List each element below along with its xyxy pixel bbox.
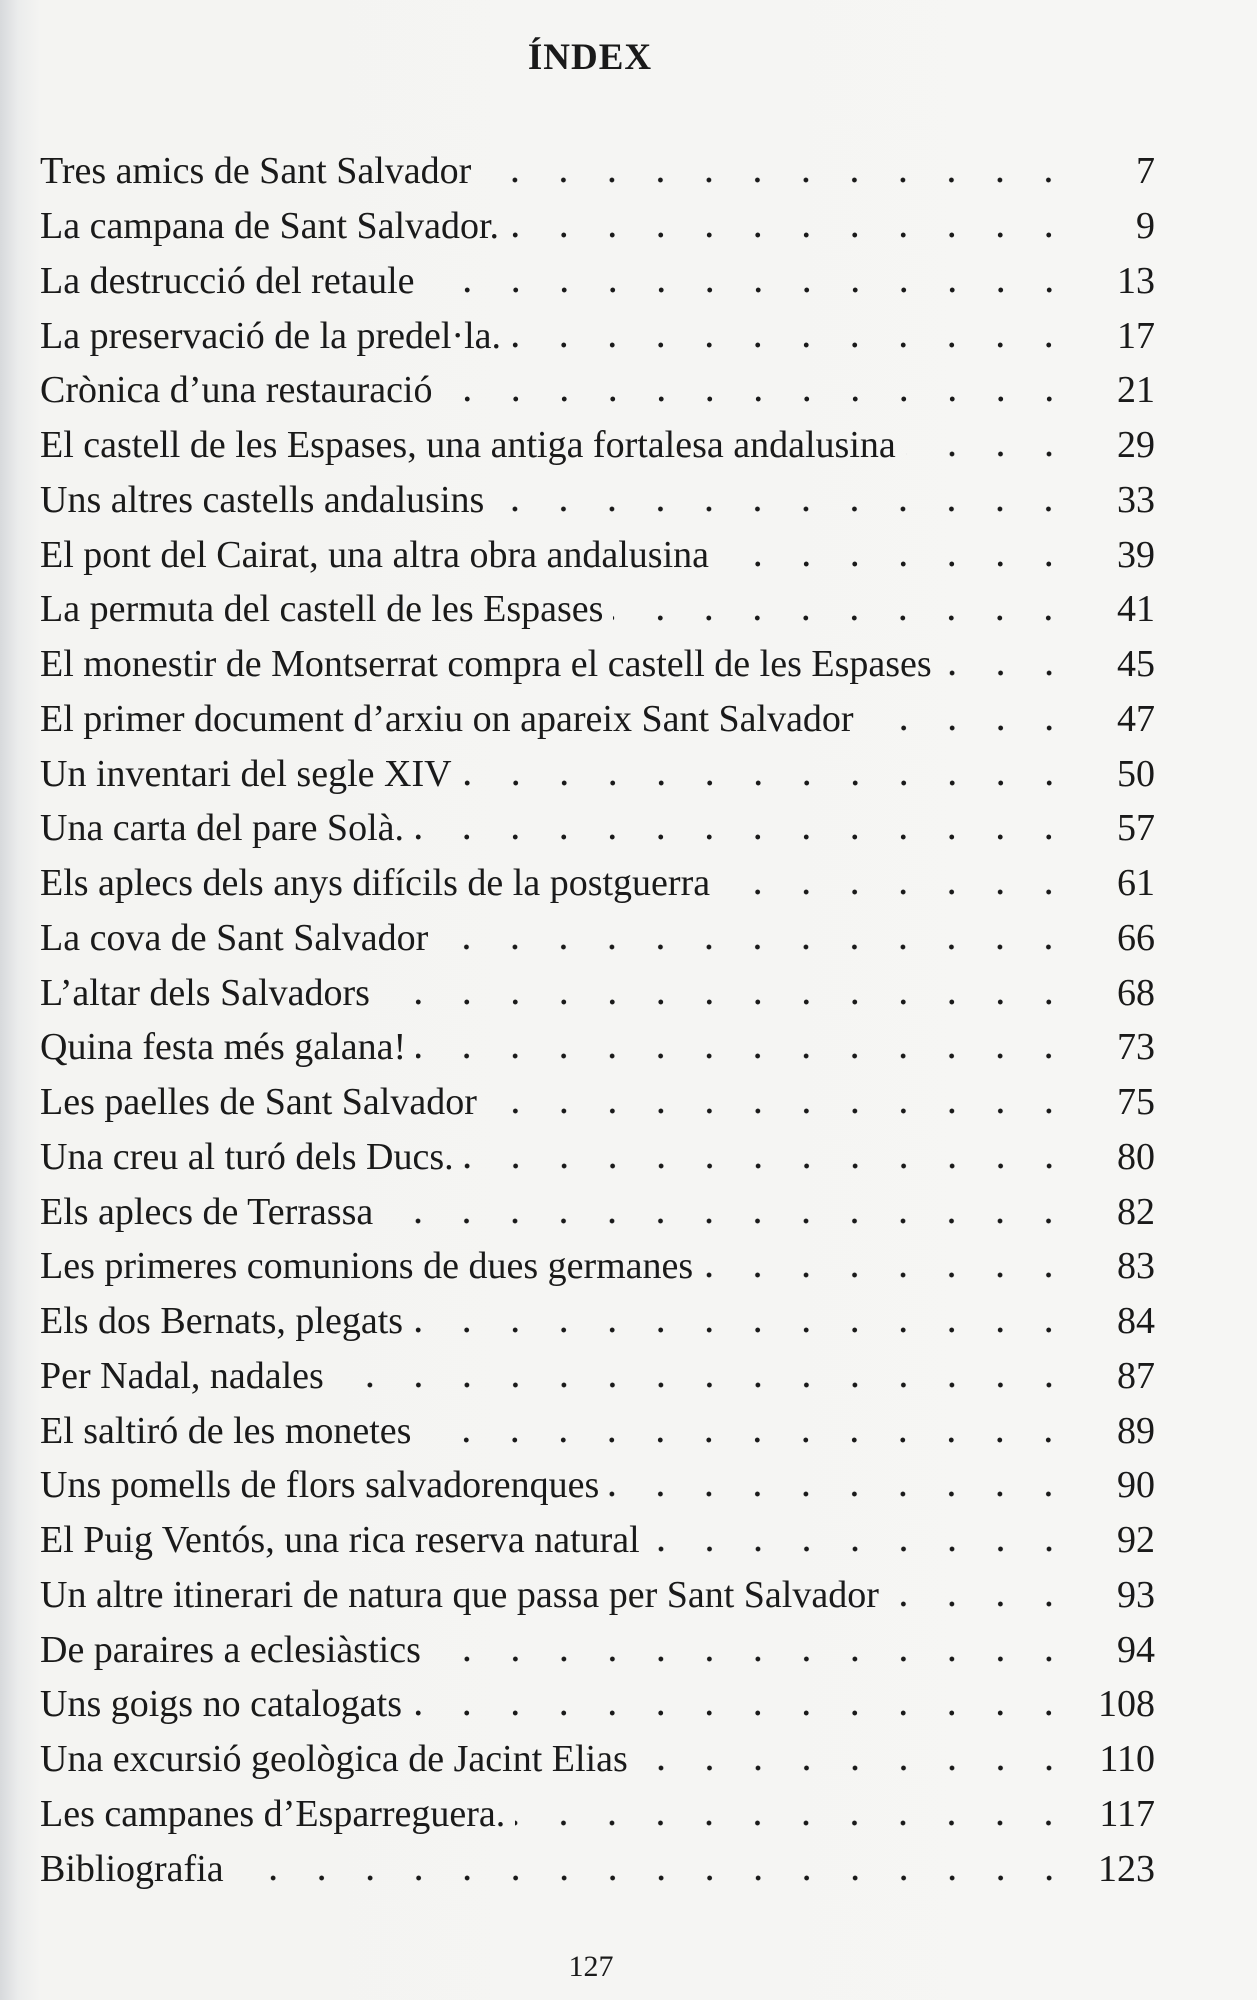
dot-leader xyxy=(464,1163,1073,1169)
toc-entry xyxy=(40,473,1155,528)
toc-entry xyxy=(40,1184,1155,1239)
dot-leader xyxy=(421,1437,1073,1443)
dot-leader xyxy=(431,1656,1073,1662)
toc-entry xyxy=(40,1841,1155,1896)
dot-leader xyxy=(703,1272,1073,1278)
toc-entry-title: La campana de Sant Salvador. xyxy=(40,205,500,248)
toc-entry-title: El Puig Ventós, una rica reserva natural xyxy=(40,1519,640,1562)
toc-entry-title: Les campanes d’Esparreguera. xyxy=(40,1792,506,1835)
toc-entry xyxy=(40,363,1155,418)
dot-leader xyxy=(414,834,1073,840)
toc-entry-page: 41 xyxy=(1117,588,1155,631)
table-of-contents xyxy=(40,144,1155,1896)
toc-entry xyxy=(40,199,1155,254)
toc-entry xyxy=(40,1458,1155,1513)
toc-entry-page: 87 xyxy=(1117,1354,1155,1397)
dot-leader xyxy=(481,177,1073,183)
toc-entry-page: 61 xyxy=(1117,862,1155,905)
dot-leader xyxy=(942,670,1073,676)
toc-entry xyxy=(40,254,1155,309)
toc-entry xyxy=(40,1075,1155,1130)
toc-entry-title: La destrucció del retaule xyxy=(40,259,415,302)
toc-entry xyxy=(40,911,1155,966)
toc-entry-title: Un altre itinerari de natura que passa per Sant Salvador xyxy=(40,1573,879,1616)
toc-entry-title: El castell de les Espases, una antiga fortalesa andalusina xyxy=(40,424,896,467)
toc-entry xyxy=(40,1239,1155,1294)
toc-entry xyxy=(40,582,1155,637)
toc-entry-title: Tres amics de Sant Salvador xyxy=(40,150,472,193)
dot-leader xyxy=(509,232,1073,238)
dot-leader xyxy=(412,1710,1073,1716)
toc-entry-page: 29 xyxy=(1117,424,1155,467)
toc-entry-title: El primer document d’arxiu on apareix Sant Salvador xyxy=(40,697,854,740)
toc-entry-page: 80 xyxy=(1117,1135,1155,1178)
toc-entry xyxy=(40,1513,1155,1568)
toc-entry-page: 13 xyxy=(1117,259,1155,302)
index-title: ÍNDEX xyxy=(527,37,653,78)
toc-entry xyxy=(40,746,1155,801)
toc-entry-page: 82 xyxy=(1117,1190,1155,1233)
dot-leader xyxy=(638,1765,1073,1771)
toc-entry-page: 110 xyxy=(1099,1738,1155,1781)
toc-entry-page: 39 xyxy=(1117,533,1155,576)
dot-leader xyxy=(864,725,1073,731)
toc-entry-title: Uns altres castells andalusins xyxy=(40,478,485,521)
toc-entry xyxy=(40,1020,1155,1075)
toc-entry-page: 73 xyxy=(1117,1026,1155,1069)
toc-entry-page: 92 xyxy=(1117,1519,1155,1562)
toc-entry-title: Crònica d’una restauració xyxy=(40,369,433,412)
toc-entry-title: La preservació de la predel·la. xyxy=(40,314,502,357)
dot-leader xyxy=(889,1601,1073,1607)
dot-leader xyxy=(906,451,1073,457)
toc-entry xyxy=(40,801,1155,856)
dot-leader xyxy=(487,1108,1073,1114)
dot-leader xyxy=(719,561,1073,567)
toc-entry-page: 108 xyxy=(1098,1683,1155,1726)
toc-entry-page: 9 xyxy=(1136,205,1155,248)
toc-entry-title: De paraires a eclesiàstics xyxy=(40,1628,421,1671)
toc-entry xyxy=(40,1787,1155,1842)
toc-entry-title: Per Nadal, nadales xyxy=(40,1354,324,1397)
toc-entry xyxy=(40,692,1155,747)
dot-leader xyxy=(234,1875,1073,1881)
toc-entry-title: Les paelles de Sant Salvador xyxy=(40,1081,477,1124)
toc-entry xyxy=(40,1622,1155,1677)
toc-entry-title: Uns pomells de flors salvadorenques xyxy=(40,1464,600,1507)
dot-leader xyxy=(443,396,1074,402)
toc-entry xyxy=(40,527,1155,582)
toc-entry-page: 7 xyxy=(1136,150,1155,193)
page-number: 127 xyxy=(568,1950,614,1983)
toc-entry-title: Quina festa més galana! xyxy=(40,1026,407,1069)
dot-leader xyxy=(609,1491,1073,1497)
toc-entry-page: 21 xyxy=(1117,369,1155,412)
toc-entry-page: 117 xyxy=(1099,1792,1155,1835)
toc-entry-page: 89 xyxy=(1117,1409,1155,1452)
toc-entry-page: 66 xyxy=(1117,916,1155,959)
toc-entry-title: Una excursió geològica de Jacint Elias xyxy=(40,1738,628,1781)
toc-entry xyxy=(40,1403,1155,1458)
dot-leader xyxy=(515,1820,1073,1826)
dot-leader xyxy=(462,780,1073,786)
toc-entry-title: Una carta del pare Solà. xyxy=(40,807,404,850)
toc-entry-title: Bibliografia xyxy=(40,1847,224,1890)
toc-entry-page: 33 xyxy=(1117,478,1155,521)
toc-entry-title: Els dos Bernats, plegats xyxy=(40,1300,404,1343)
toc-entry-page: 94 xyxy=(1117,1628,1155,1671)
toc-entry-title: Els aplecs de Terrassa xyxy=(40,1190,374,1233)
toc-entry-title: Les primeres comunions de dues germanes xyxy=(40,1245,694,1288)
dot-leader xyxy=(650,1546,1073,1552)
dot-leader xyxy=(511,342,1073,348)
toc-entry xyxy=(40,308,1155,363)
toc-entry xyxy=(40,418,1155,473)
toc-entry xyxy=(40,1677,1155,1732)
toc-entry-page: 90 xyxy=(1117,1464,1155,1507)
toc-entry-page: 57 xyxy=(1117,807,1155,850)
dot-leader xyxy=(425,287,1073,293)
toc-entry xyxy=(40,1568,1155,1623)
dot-leader xyxy=(494,506,1073,512)
toc-entry xyxy=(40,965,1155,1020)
toc-entry xyxy=(40,1349,1155,1404)
toc-entry xyxy=(40,1130,1155,1185)
dot-leader xyxy=(380,999,1073,1005)
dot-leader xyxy=(334,1382,1073,1388)
dot-leader xyxy=(383,1218,1073,1224)
toc-entry-page: 75 xyxy=(1117,1081,1155,1124)
toc-entry-title: Els aplecs dels anys difícils de la postguerra xyxy=(40,862,711,905)
toc-entry-page: 83 xyxy=(1117,1245,1155,1288)
toc-entry-page: 50 xyxy=(1117,752,1155,795)
toc-entry xyxy=(40,1732,1155,1787)
toc-entry-title: La cova de Sant Salvador xyxy=(40,916,429,959)
toc-entry-title: La permuta del castell de les Espases xyxy=(40,588,604,631)
toc-entry-title: Un inventari del segle XIV xyxy=(40,752,452,795)
toc-entry-title: El monestir de Montserrat compra el castell de les Espases xyxy=(40,643,932,686)
toc-entry-title: El saltiró de les monetes xyxy=(40,1409,412,1452)
toc-entry-page: 84 xyxy=(1117,1300,1155,1343)
toc-entry xyxy=(40,1294,1155,1349)
toc-entry-page: 123 xyxy=(1098,1847,1155,1890)
toc-entry-title: L’altar dels Salvadors xyxy=(40,971,370,1014)
toc-entry xyxy=(40,856,1155,911)
toc-entry xyxy=(40,637,1155,692)
toc-entry xyxy=(40,144,1155,199)
dot-leader xyxy=(416,1053,1073,1059)
toc-entry-page: 47 xyxy=(1117,697,1155,740)
toc-entry-title: Una creu al turó dels Ducs. xyxy=(40,1135,454,1178)
toc-entry-page: 68 xyxy=(1117,971,1155,1014)
dot-leader xyxy=(720,889,1073,895)
toc-entry-page: 17 xyxy=(1117,314,1155,357)
toc-entry-page: 45 xyxy=(1117,643,1155,686)
toc-entry-title: El pont del Cairat, una altra obra andalusina xyxy=(40,533,709,576)
dot-leader xyxy=(413,1327,1073,1333)
toc-entry-page: 93 xyxy=(1117,1573,1155,1616)
toc-entry-title: Uns goigs no catalogats xyxy=(40,1683,403,1726)
dot-leader xyxy=(613,615,1073,621)
dot-leader xyxy=(438,944,1073,950)
